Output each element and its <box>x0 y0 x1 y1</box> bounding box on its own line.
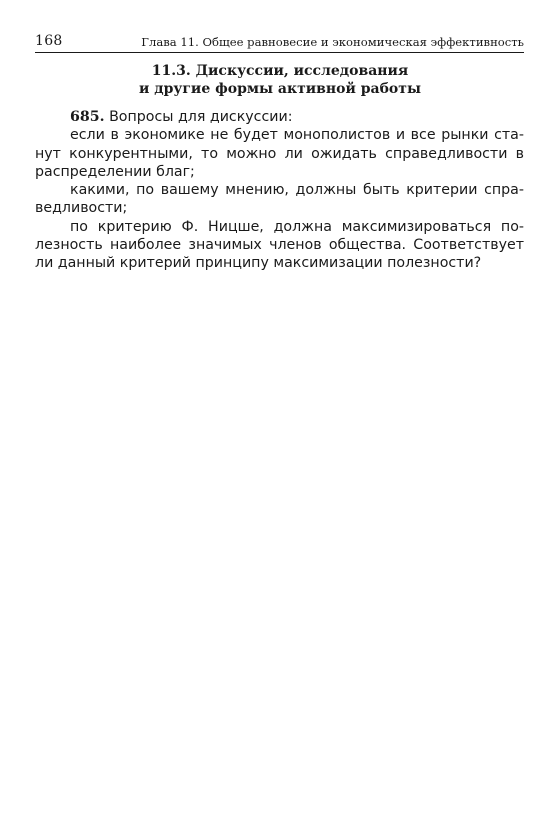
question-3-line-2: лезность наиболее значимых членов общества. Соответствует <box>35 237 524 254</box>
page-number: 168 <box>35 33 63 49</box>
question-1-line-3: распределении благ; <box>35 163 195 180</box>
problem-intro: Вопросы для дискуссии: <box>109 109 293 125</box>
question-2-line-1: какими, по вашему мнению, должны быть критерии спра- <box>70 182 524 199</box>
chapter-title: Глава 11. Общее равновесие и экономическая эффективность <box>141 35 524 49</box>
question-1-line-2: нут конкурентными, то можно ли ожидать справедливости в <box>35 145 524 162</box>
running-header <box>35 32 524 53</box>
question-3-line-1: по критерию Ф. Ницше, должна максимизироваться по- <box>70 218 524 235</box>
section-heading-line-1: 11.3. Дискуссии, исследования <box>151 63 409 79</box>
problem-685 <box>35 108 524 273</box>
question-1-line-1: если в экономике не будет монополистов и все рынки ста- <box>70 127 524 144</box>
question-2-line-2: ведливости; <box>35 200 128 217</box>
section-heading-line-2: и другие формы активной работы <box>139 81 421 97</box>
problem-intro-line <box>35 108 524 126</box>
section-heading <box>0 62 560 98</box>
question-3-line-3: ли данный критерий принципу максимизации полезности? <box>35 255 482 272</box>
problem-number: 685. <box>70 109 105 125</box>
